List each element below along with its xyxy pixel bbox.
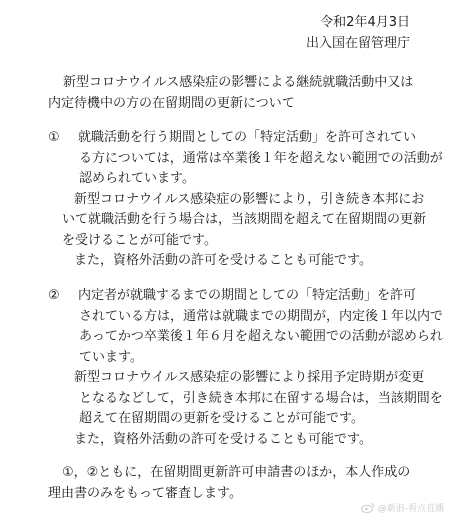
title-line-2: 内定待機中の方の在留期間の更新について bbox=[48, 96, 295, 111]
section-1-line-3: 認められています。 bbox=[79, 171, 195, 186]
watermark-text: @新浪-看点直播 bbox=[377, 504, 444, 514]
issuing-agency: 出入国在留管理庁 bbox=[305, 36, 410, 51]
section-2-line-7: 超えて在留期間の更新を受けることが可能です。 bbox=[79, 411, 364, 426]
section-2-line-4: ています。 bbox=[79, 349, 143, 365]
document-title bbox=[48, 72, 418, 114]
issue-date: 令和2年4月3日 bbox=[320, 15, 410, 30]
section-2-line-5: 新型コロナウイルス感染症の影響により採用予定時期が変更 bbox=[74, 370, 425, 385]
section-2 bbox=[48, 286, 444, 450]
document-header bbox=[306, 12, 410, 54]
section-1-line-4: 新型コロナウイルス感染症の影響により，引き続き本邦にお bbox=[74, 191, 425, 207]
section-2-line-8: また，資格外活動の許可を受けることも可能です。 bbox=[74, 431, 372, 447]
section-2-line-1 bbox=[48, 286, 420, 307]
section-1 bbox=[48, 128, 443, 272]
section-1-line-1 bbox=[48, 128, 420, 149]
section-1-line-2: る方については，通常は卒業後１年を超えない範囲での活動が bbox=[79, 150, 443, 166]
title-line-1: 新型コロナウイルス感染症の影響による継続就職活動中又は bbox=[63, 75, 414, 90]
section-1-text-1: 就職活動を行う期間としての「特定活動」を許可されてい bbox=[78, 130, 417, 145]
section-2-line-6: となるなどして，引き続き本邦に在留する場合は，当該期間を bbox=[79, 390, 443, 406]
section-1-line-6: を受けることが可能です。 bbox=[62, 232, 217, 248]
section-2-text-1: 内定者が就職するまでの期間としての「特定活動」を許可 bbox=[78, 288, 417, 303]
weibo-logo-icon bbox=[361, 502, 375, 513]
section-1-number: ① bbox=[48, 130, 60, 145]
footer-line-2: 理由書のみをもって審査します。 bbox=[48, 486, 242, 501]
section-2-line-2: されている方は，通常は就職までの期間が，内定後１年以内で bbox=[79, 308, 444, 324]
section-1-line-7: また，資格外活動の許可を受けることも可能です。 bbox=[74, 253, 372, 268]
section-1-line-5: いて就職活動を行う場合は，当該期間を超えて在留期間の更新 bbox=[62, 212, 427, 227]
document-footer bbox=[48, 462, 428, 504]
section-2-number: ② bbox=[48, 288, 60, 303]
footer-line-1: ①，②ともに，在留期間更新許可申請書のほか，本人作成の bbox=[62, 465, 411, 480]
section-2-line-3: あってかつ卒業後１年６月を超えない範囲での活動が認められ bbox=[79, 329, 443, 344]
watermark bbox=[361, 501, 444, 514]
